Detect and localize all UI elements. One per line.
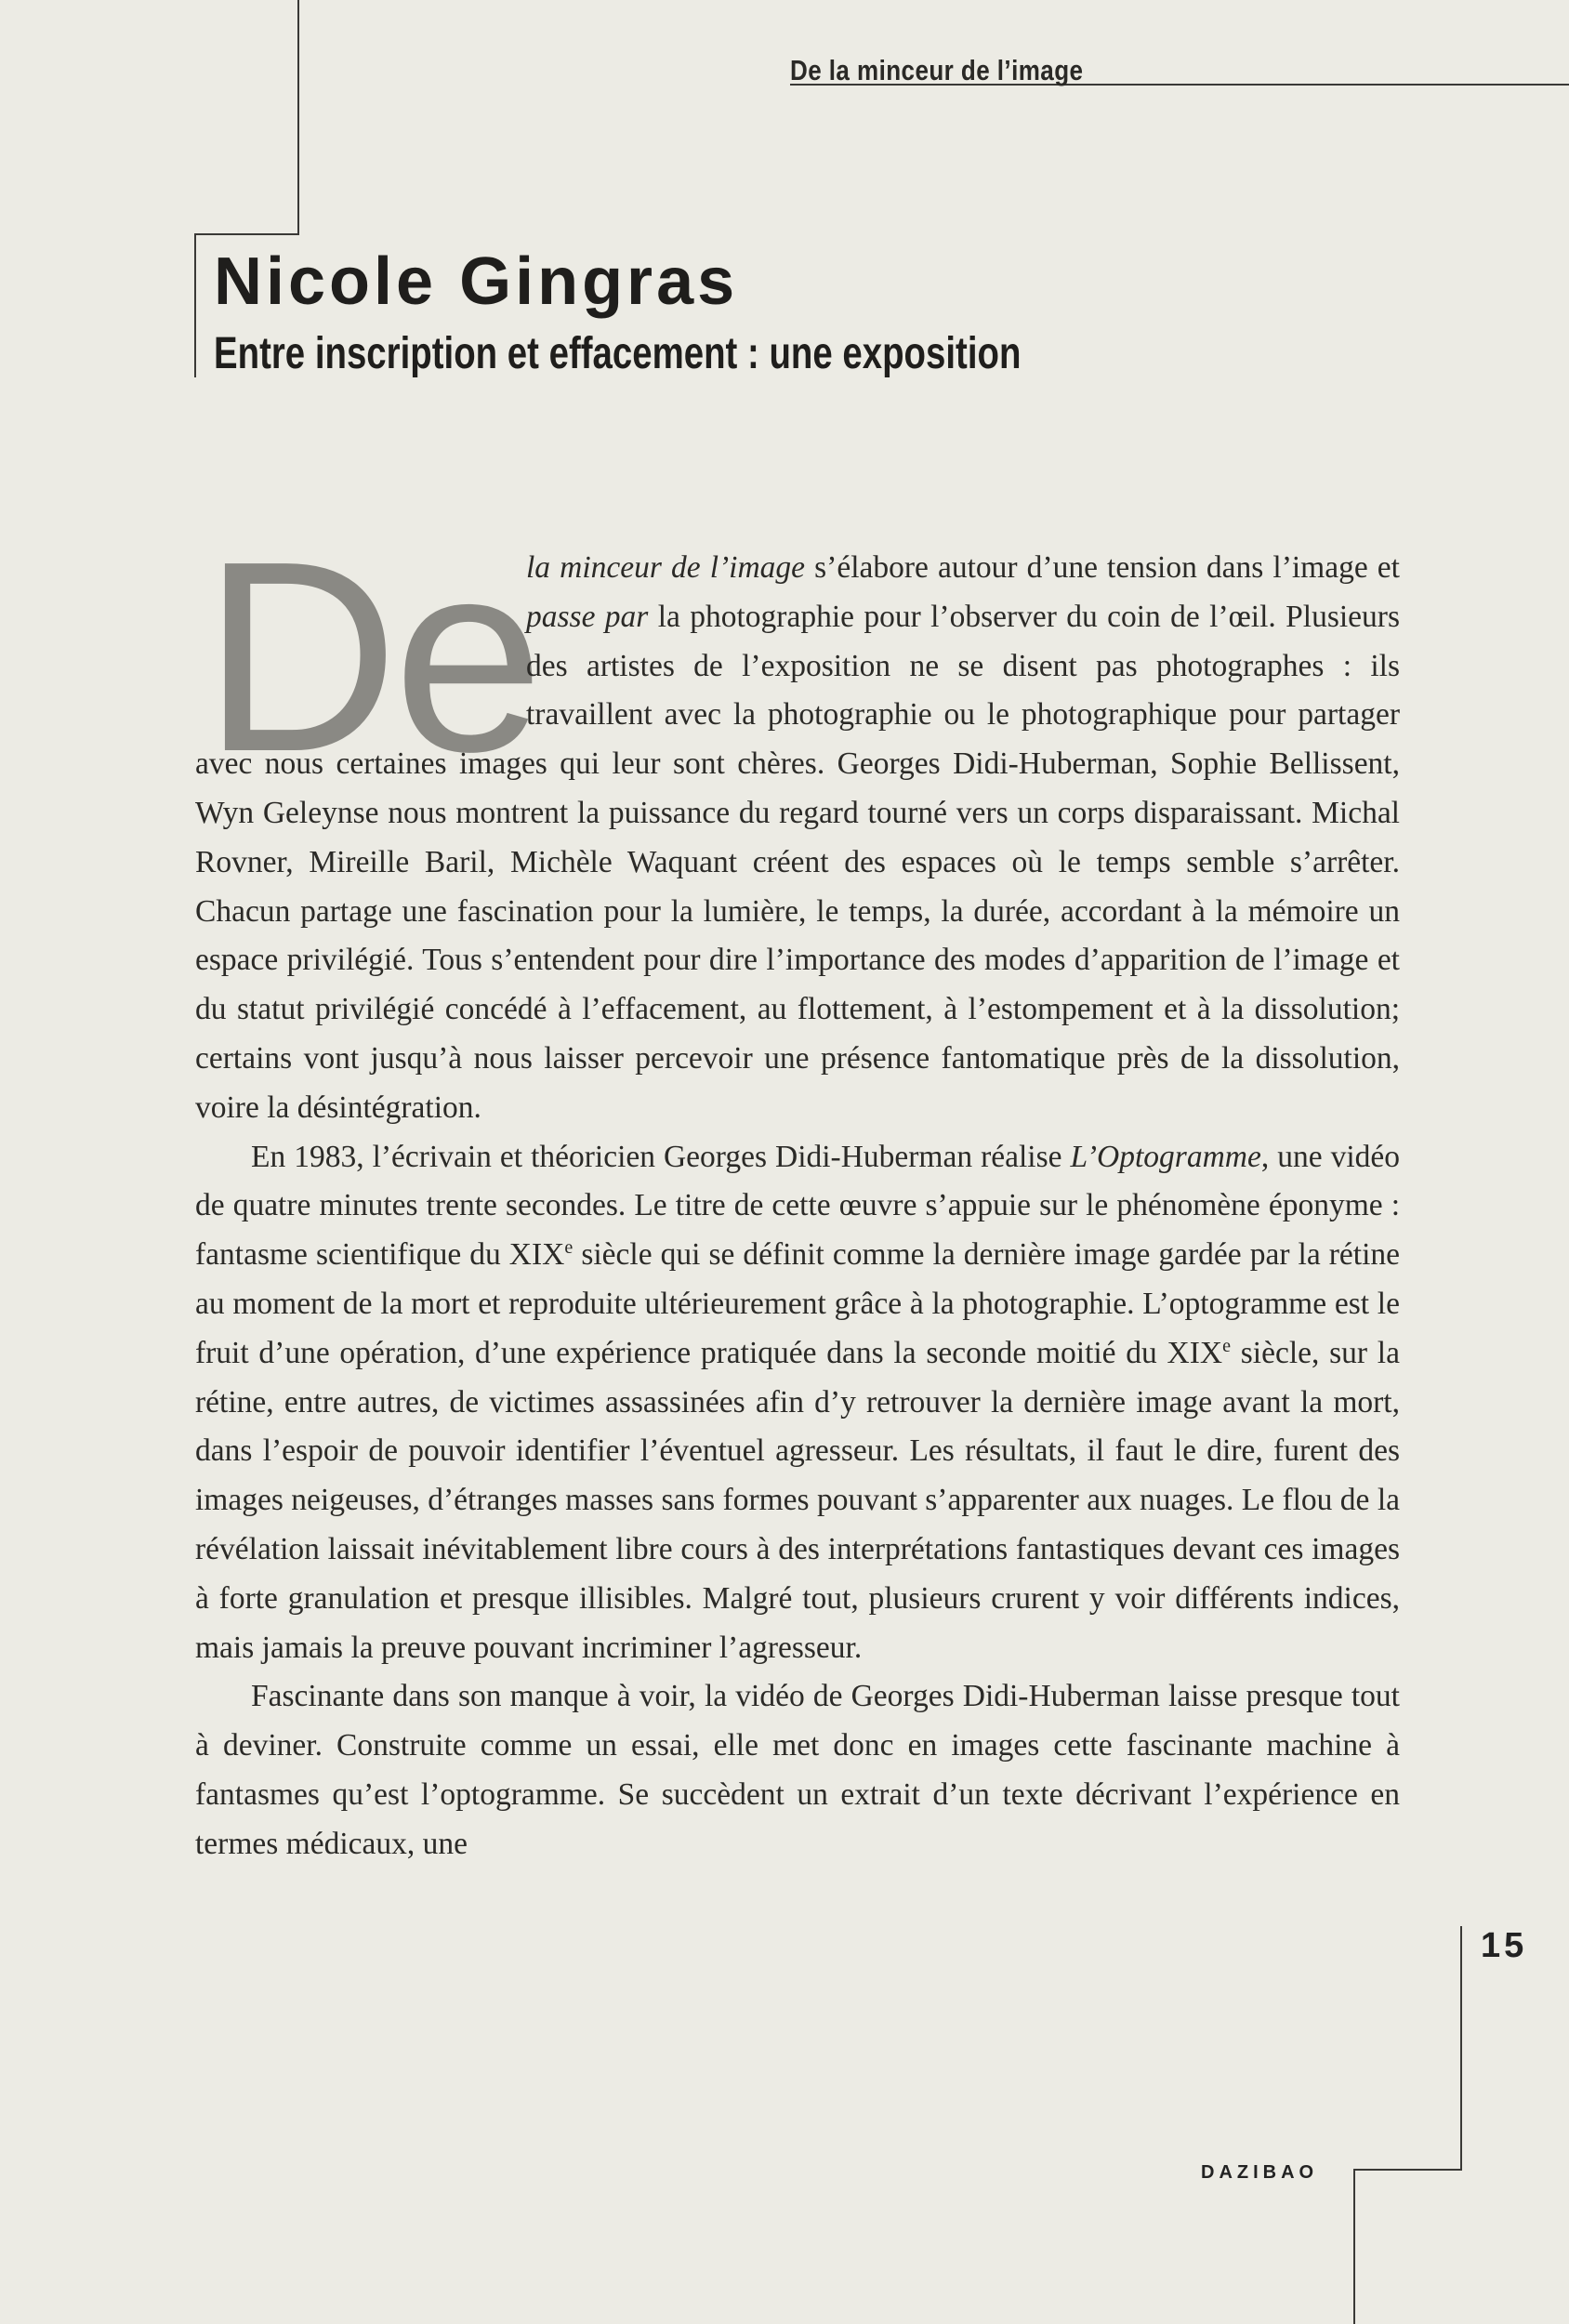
text-run: Fascinante dans son manque à voir, la vidéo de Georges Didi-Huberman laisse presque tout à deviner. Construite comme un essai, elle met donc en images cette fascinante machine à fantasmes qu’est l’optogramme. Se succèdent un extrait d’un texte décrivant l’expérience en termes médicaux, une <box>195 1679 1400 1861</box>
superscript-text: e <box>564 1237 574 1258</box>
publication-name: DAZIBAO <box>1201 2162 1319 2183</box>
text-run: En 1983, l’écrivain et théoricien Georges Didi-Huberman réalise <box>251 1139 1071 1174</box>
italic-text: L’Optogramme <box>1070 1139 1261 1174</box>
frame-rule-bottom-right-vertical <box>1353 2169 1355 2324</box>
frame-rule-title-vertical <box>194 233 196 377</box>
italic-text: passe par <box>526 599 649 634</box>
author-name: Nicole Gingras <box>214 244 739 319</box>
paragraph <box>195 1133 1400 1673</box>
text-run: la photographie pour l’observer du coin de l’œil. Plusieurs des artistes de l’exposition ne se disent pas photographes : ils travaillent avec la photographie ou le photographique pour partager avec nous certaines images qui leur sont chères. Georges Didi-Huberman, Sophie Bellissent, Wyn Geleynse nous montrent la puissance du regard tourné vers un corps disparaissant. Michal Rovner, Mireille Baril, Michèle Waquant créent des espaces où le temps semble s’arrêter. Chacun partage une fascination pour la lumière, le temps, la durée, accordant à la mémoire un espace privilégié. Tous s’entendent pour dire l’importance des modes d’apparition de l’image et du statut privilégié concédé à l’effacement, au flottement, à l’estompement et à la dissolution; certains vont jusqu’à nous laisser percevoir une présence fantomatique près de la dissolution, voire la désintégration. <box>195 599 1400 1125</box>
drop-cap-spacer <box>195 544 526 740</box>
text-run: siècle, sur la rétine, entre autres, de victimes assassinées afin d’y retrouver la dernière image avant la mort, dans l’espoir de pouvoir identifier l’éventuel agresseur. Les résultats, il faut le dire, furent des images neigeuses, d’étranges masses sans formes pouvant s’apparenter aux nuages. Le flou de la révélation laissait inévitablement libre cours à des interprétations fantastiques devant ces images à forte granulation et presque illisibles. Malgré tout, plusieurs crurent y voir différents indices, mais jamais la preuve pouvant incriminer l’agresseur. <box>195 1335 1400 1665</box>
text-run: s’élabore autour d’une tension dans l’image et <box>805 550 1400 585</box>
article-body <box>195 544 1400 1869</box>
superscript-text: e <box>1222 1335 1231 1356</box>
page-number: 15 <box>1481 1926 1528 1965</box>
text-run: , une vidéo de quatre minutes trente secondes. Le titre de cette œuvre s’appuie sur le phénomène éponyme : fantasme scientifique du XIX <box>195 1139 1401 1273</box>
drop-cap: De <box>203 505 539 808</box>
frame-rule-right-vertical <box>1460 1926 1462 2170</box>
article-subtitle: Entre inscription et effacement : une exposition <box>214 329 1022 378</box>
text-run: siècle qui se définit comme la dernière image gardée par la rétine au moment de la mort et reproduite ultérieurement grâce à la photographie. L’optogramme est le fruit d’une opération, d’une expérience pratiquée dans la seconde moitié du XIX <box>195 1237 1401 1370</box>
frame-rule-top-left-vertical <box>297 0 299 234</box>
frame-rule-top-left-horizontal <box>194 233 299 235</box>
running-title: De la minceur de l’image <box>790 54 1084 86</box>
paragraph <box>195 1672 1400 1868</box>
italic-text: la minceur de l’image <box>526 550 806 585</box>
frame-rule-bottom-right-horizontal <box>1353 2169 1462 2171</box>
